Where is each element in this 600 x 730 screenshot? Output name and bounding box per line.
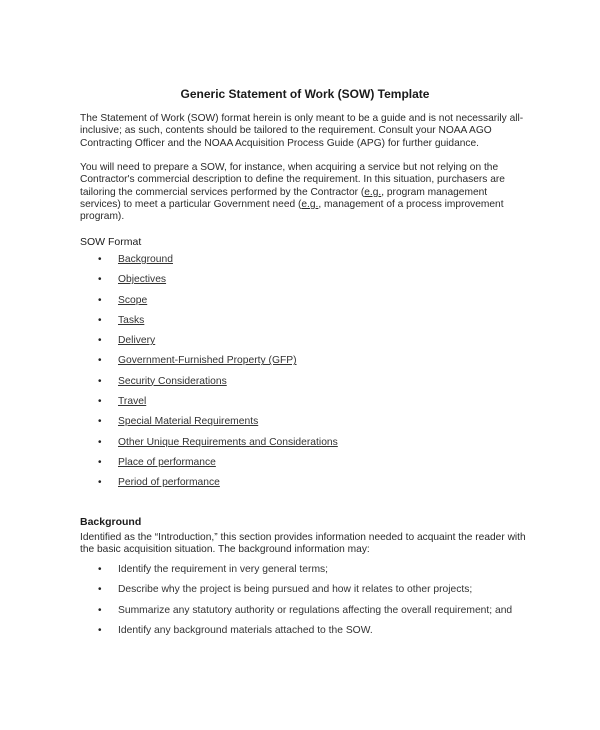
bullet-icon: • [98,564,102,575]
bullet-icon: • [98,456,102,468]
sow-link-tasks[interactable]: Tasks [118,314,145,326]
sow-link-scope[interactable]: Scope [118,294,148,306]
sow-usage-paragraph [80,162,530,223]
sow-link-travel[interactable]: Travel [118,396,147,408]
bullet-icon: • [98,254,102,265]
sow-link-other-requirements[interactable]: Other Unique Requirements and Considerations [118,436,338,448]
eg-abbreviation: e.g. [301,198,319,210]
background-item-text: Describe why the project is being pursued and how it relates to other projects; [118,584,473,596]
bullet-icon: • [98,436,102,448]
bullet-icon: • [98,375,102,387]
sow-link-background[interactable]: Background [118,254,173,265]
bullet-icon: • [98,625,102,637]
sow-link-security[interactable]: Security Considerations [118,375,227,387]
bullet-icon: • [98,314,102,326]
bullet-icon: • [98,416,102,428]
bullet-icon: • [98,274,102,286]
bullet-icon: • [98,396,102,408]
document-title: Generic Statement of Work (SOW) Template [180,87,430,101]
bullet-icon: • [98,604,102,616]
intro-paragraph: The Statement of Work (SOW) format herein is only meant to be a guide and is not necessarily all-inclusive; as such, contents should be tailored to the requirement. Consult your NOAA AGO Contracting Officer and the NOAA Acquisition Process Guide (APG) for further guidance. [80,113,524,149]
background-item-text: Identify any background materials attached to the SOW. [118,625,373,637]
sow-usage-text-part1: You will need to prepare a SOW, for instance, when acquiring a service but not relying on the Contractor's commercial description to define the requirement. In this situation, purchasers are tailoring the commercial services performed by the Contractor ( [80,162,505,198]
background-item-text: Summarize any statutory authority or regulations affecting the overall requirement; and [118,604,513,616]
eg-abbreviation: e.g. [364,186,382,198]
sow-usage-text-part2: , program management services) to meet a particular Government need ( [80,186,488,210]
sow-usage-text-part3: , management of a process improvement program). [80,198,504,223]
background-paragraph: Identified as the “Introduction,” this section provides information needed to acquaint the reader with the basic acquisition situation. The background information may: [80,532,526,556]
sow-link-gfp[interactable]: Government-Furnished Property (GFP) [118,355,297,367]
sow-format-heading: SOW Format [80,236,142,248]
background-heading: Background [80,516,142,528]
bullet-icon: • [98,584,102,596]
sow-link-place-of-performance[interactable]: Place of performance [118,456,216,468]
background-item-text: Identify the requirement in very general terms; [118,564,329,575]
sow-link-delivery[interactable]: Delivery [118,335,156,347]
bullet-icon: • [98,294,102,306]
bullet-icon: • [98,335,102,347]
sow-link-objectives[interactable]: Objectives [118,274,167,286]
bullet-icon: • [98,355,102,367]
bullet-icon: • [98,477,102,489]
sow-link-period-of-performance[interactable]: Period of performance [118,477,220,489]
sow-link-special-material[interactable]: Special Material Requirements [118,416,259,428]
